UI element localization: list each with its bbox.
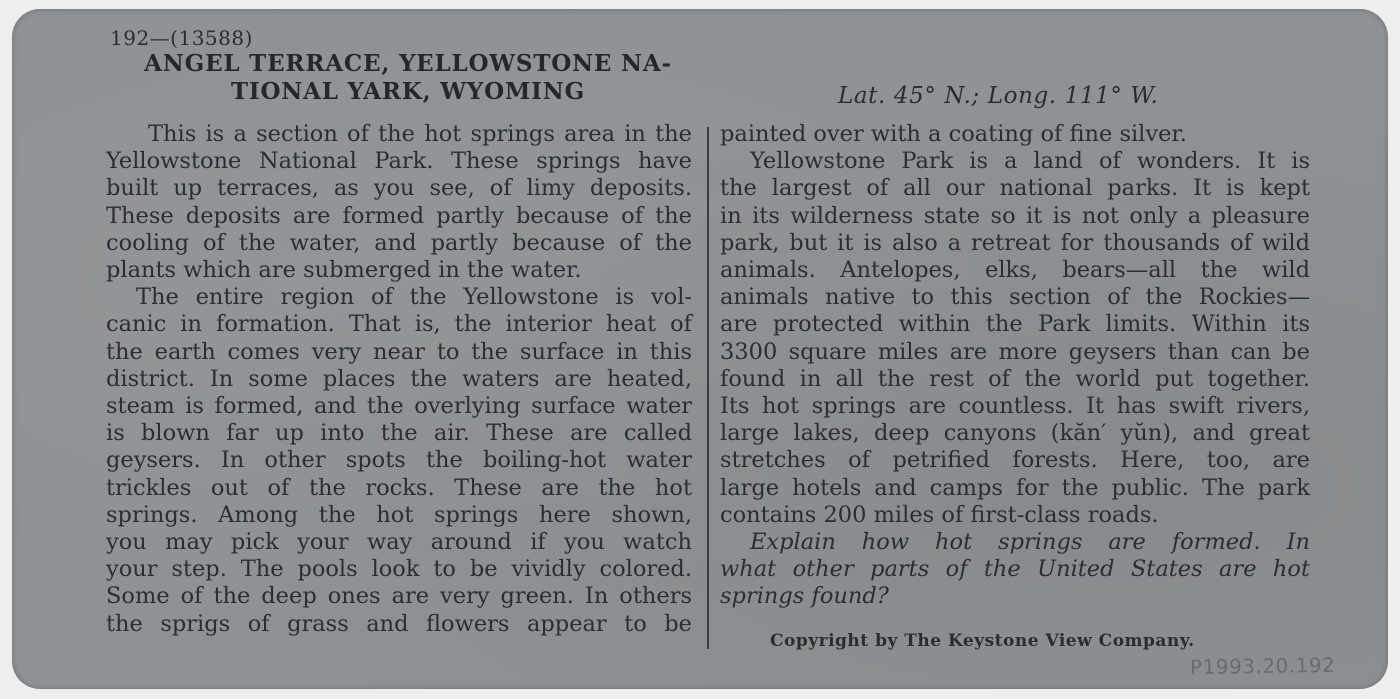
question-line: Explain how hot springs are formed. In: [750, 529, 1310, 556]
text-line: trickles out of the rocks. These are the hot: [106, 474, 692, 501]
question-line: what other parts of the United States are hot: [720, 556, 1310, 583]
text-line: the sprigs of grass and flowers appear to be: [106, 610, 692, 637]
text-line: These deposits are formed partly because of the: [106, 202, 692, 229]
text-line: park, but it is also a retreat for thousands of wild: [720, 229, 1310, 256]
text-line: contains 200 miles of first-class roads.: [720, 501, 1159, 528]
text-line: steam is formed, and the overlying surface water: [106, 393, 692, 420]
coordinates: Lat. 45° N.; Long. 111° W.: [838, 83, 1159, 109]
text-line: cooling of the water, and partly because of the: [106, 229, 692, 256]
text-line: you may pick your way around if you watch: [106, 529, 692, 556]
card-title: [108, 50, 708, 106]
text-line: are protected within the Park limits. Within its: [720, 311, 1310, 338]
text-line: large hotels and camps for the public. The park: [720, 474, 1310, 501]
copyright-notice: Copyright by The Keystone View Company.: [770, 631, 1195, 651]
text-line: springs. Among the hot springs here shown,: [106, 501, 692, 528]
text-line: is blown far up into the air. These are called: [106, 420, 692, 447]
text-line: Some of the deep ones are very green. In others: [106, 583, 692, 610]
right-text-column: [720, 121, 1310, 611]
text-line: plants which are submerged in the water.: [106, 257, 582, 284]
text-line: painted over with a coating of fine silver.: [720, 121, 1187, 147]
column-divider: [707, 127, 709, 649]
text-line: canic in formation. That is, the interior heat of: [106, 311, 692, 338]
accession-number: P1993.20.192: [1189, 652, 1336, 680]
text-line: Yellowstone National Park. These springs have: [106, 148, 692, 175]
stereograph-card-back: [12, 9, 1388, 689]
text-line: 3300 square miles are more geysers than can be: [720, 338, 1310, 365]
question-line: springs found?: [720, 583, 889, 610]
text-line: Yellowstone Park is a land of wonders. It is: [750, 148, 1310, 175]
text-line: animals native to this section of the Rockies—: [720, 284, 1310, 311]
title-line-2: TIONAL YARK, WYOMING: [230, 78, 586, 105]
text-line: Its hot springs are countless. It has swift rivers,: [720, 393, 1310, 420]
text-line: This is a section of the hot springs area in the: [148, 121, 692, 147]
text-line: in its wilderness state so it is not only a pleasure: [720, 202, 1310, 229]
text-line: animals. Antelopes, elks, bears—all the wild: [720, 257, 1310, 284]
text-line: found in all the rest of the world put together.: [720, 365, 1310, 392]
text-line: the earth comes very near to the surface in this: [106, 338, 692, 365]
text-line: large lakes, deep canyons (kăn′ yŭn), and great: [720, 420, 1310, 447]
text-line: built up terraces, as you see, of limy deposits.: [106, 175, 692, 202]
text-line: district. In some places the waters are heated,: [106, 365, 692, 392]
left-text-column: [106, 121, 692, 638]
text-line: geysers. In other spots the boiling-hot water: [106, 447, 692, 474]
text-line: The entire region of the Yellowstone is vol-: [136, 284, 692, 311]
title-line-1: ANGEL TERRACE, YELLOWSTONE NA-: [144, 50, 672, 77]
text-line: your step. The pools look to be vividly colored.: [106, 556, 692, 583]
text-line: stretches of petrified forests. Here, too, are: [720, 447, 1310, 474]
catalog-number: 192—(13588): [110, 26, 253, 50]
text-line: the largest of all our national parks. It is kept: [720, 175, 1310, 202]
